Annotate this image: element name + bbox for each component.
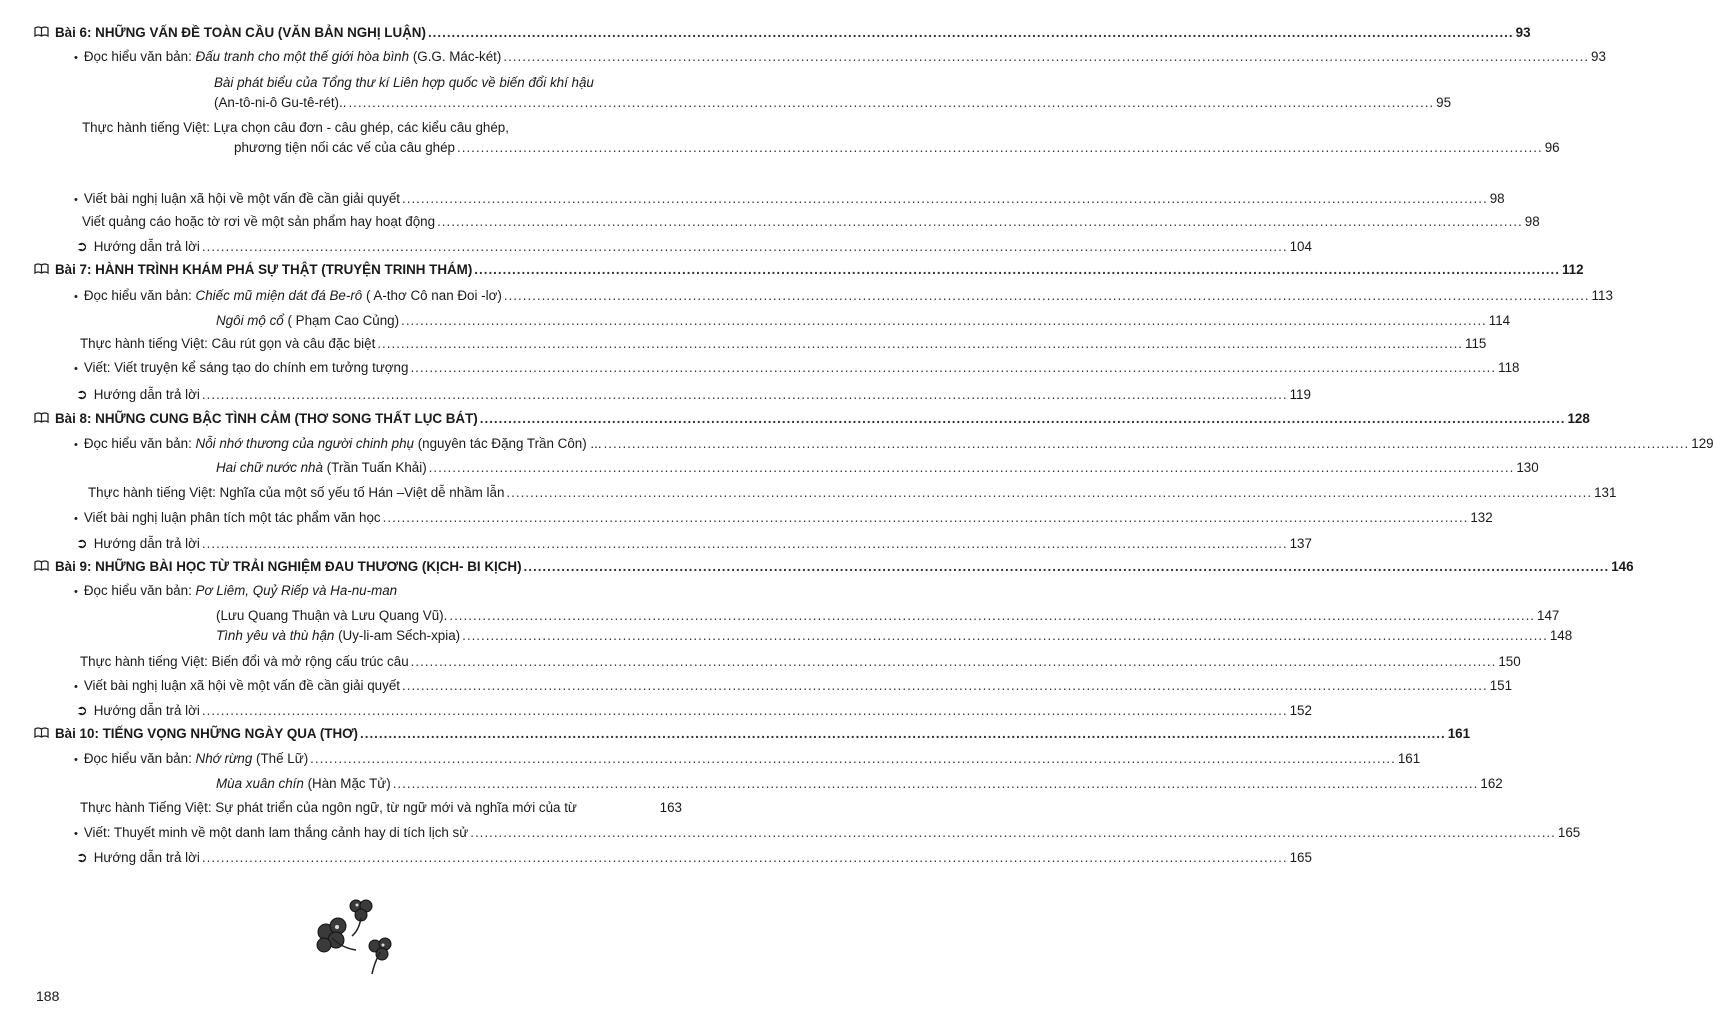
toc-page-number: 162 <box>1480 776 1503 791</box>
toc-entry-title: Hướng dẫn trả lời <box>93 239 200 254</box>
toc-entry-title <box>84 749 308 769</box>
toc-page-number: 152 <box>1289 703 1312 718</box>
author: ( A-thơ Cô nan Đoi -lơ) <box>362 288 502 303</box>
toc-page-number: 165 <box>1289 850 1312 865</box>
toc-page-number: 96 <box>1544 140 1560 155</box>
author: (Trần Tuấn Khải) <box>322 460 427 475</box>
toc-page-number: 137 <box>1289 536 1312 551</box>
toc-entry-title <box>84 286 502 306</box>
toc-entry-title <box>216 774 391 794</box>
entry-prefix: Viết bài nghị luận xã hội về một vấn đề cần giải quyết <box>83 191 400 206</box>
entry-prefix: Đọc hiểu văn bản: <box>83 751 196 766</box>
toc-page-number: 128 <box>1567 411 1590 426</box>
toc-entry <box>76 533 1312 553</box>
toc-entry-title: Hướng dẫn trả lời <box>93 850 200 865</box>
toc-entry-title <box>214 73 594 93</box>
dot-leader <box>437 212 1523 232</box>
toc-entry <box>74 581 682 601</box>
dot-leader <box>360 724 1446 744</box>
dot-leader <box>480 409 1566 429</box>
toc-page-number: 132 <box>1470 510 1493 525</box>
entry-prefix: Viết bài nghị luận phân tích một tác phẩm văn học <box>83 510 381 525</box>
toc-page-number: 131 <box>1594 485 1617 500</box>
toc-entry <box>80 652 1521 672</box>
author: (An-tô-ni-ô Gu-tê-rét).. <box>214 95 347 110</box>
toc-entry <box>80 334 1487 354</box>
toc-entry <box>88 483 1617 503</box>
toc-entry <box>82 118 682 138</box>
toc-entry-title <box>84 676 400 696</box>
toc-page-number: 98 <box>1489 191 1505 206</box>
toc-page-number: 161 <box>1397 751 1421 766</box>
toc-page-number: 114 <box>1488 313 1511 328</box>
dot-leader <box>393 774 1479 794</box>
toc-page-number: 129 <box>1691 436 1714 451</box>
work-title: Bài phát biểu của Tổng thư kí Liên hợp quốc về biến đổi khí hậu <box>214 75 594 90</box>
toc-page-number: 147 <box>1537 608 1560 623</box>
dot-leader <box>402 189 1488 209</box>
book-icon <box>34 560 49 571</box>
arrow-icon: ➲ <box>76 386 88 402</box>
toc-page-number: 148 <box>1549 628 1573 643</box>
bullet-icon: • <box>74 586 78 598</box>
dot-leader <box>410 358 1496 378</box>
toc-entry-title <box>84 189 400 209</box>
dot-leader <box>202 237 1288 257</box>
toc-page-number: 130 <box>1516 460 1539 475</box>
dot-leader <box>503 47 1589 67</box>
work-title: Mùa xuân chín <box>216 776 304 791</box>
toc-page-number: 112 <box>1561 262 1584 277</box>
toc-entry <box>74 508 1493 528</box>
toc-entry <box>74 823 1581 843</box>
toc-page-number: 93 <box>1591 49 1606 64</box>
dot-leader <box>202 701 1288 721</box>
work-title: Pơ Liêm, Quỷ Riếp và Ha-nu-man <box>195 583 398 598</box>
toc-entry-title <box>216 606 447 626</box>
toc-entry <box>34 260 1584 280</box>
toc-page-number: 95 <box>1436 95 1452 110</box>
toc-entry <box>74 749 1421 769</box>
toc-page-number: 161 <box>1447 726 1471 741</box>
toc-entry-title: Thực hành tiếng Việt: Biến đổi và mở rộng cấu trúc câu <box>80 654 409 669</box>
toc-entry <box>216 311 1511 331</box>
author: (Thế Lữ) <box>252 751 309 766</box>
toc-entry <box>74 434 1714 454</box>
work-title: Tình yêu và thù hận <box>216 628 335 643</box>
toc-entry <box>34 724 1471 744</box>
entry-prefix: Viết bài nghị luận xã hội về một vấn đề cần giải quyết <box>83 678 400 693</box>
toc-entry-title: Thực hành tiếng Việt: Câu rút gọn và câu đặc biệt <box>80 336 376 351</box>
toc-entry-title: Bài 6: NHỮNG VẤN ĐỀ TOÀN CẦU (VĂN BẢN NGHỊ LUẬN) <box>55 25 426 40</box>
entry-prefix: Viết: Thuyết minh về một danh lam thắng cảnh hay di tích lịch sử <box>83 825 469 840</box>
dot-leader <box>429 458 1515 478</box>
bullet-icon: • <box>74 513 78 525</box>
dot-leader <box>524 557 1610 577</box>
toc-entry-title <box>84 434 602 454</box>
dot-leader <box>449 606 1535 626</box>
toc-page-number: 146 <box>1611 559 1634 574</box>
toc-entry-title: Thực hành Tiếng Việt: Sự phát triển của ngôn ngữ, từ ngữ mới và nghĩa mới của từ <box>80 800 577 815</box>
toc-page-number: 115 <box>1465 336 1487 351</box>
book-icon <box>34 727 49 738</box>
work-title: Nỗi nhớ thương của người chinh phụ <box>195 436 414 451</box>
toc-entry-title: Hướng dẫn trả lời <box>93 387 200 402</box>
dot-leader <box>428 23 1514 43</box>
toc-entry <box>74 358 1520 378</box>
toc-page-number: 118 <box>1498 360 1520 375</box>
toc-entry-title <box>216 626 460 646</box>
toc-entry <box>234 138 1560 158</box>
dot-leader <box>474 260 1560 280</box>
dot-leader <box>462 626 1548 646</box>
entry-prefix: Đọc hiểu văn bản: <box>83 49 196 64</box>
entry-prefix: Đọc hiểu văn bản: <box>83 583 196 598</box>
toc-entry <box>74 676 1513 696</box>
toc-entry <box>76 384 1311 404</box>
toc-entry <box>214 93 1452 113</box>
dot-leader <box>377 334 1463 354</box>
toc-entry-title: Bài 8: NHỮNG CUNG BẬC TÌNH CẢM (THƠ SONG THẤT LỤC BÁT) <box>55 411 478 426</box>
arrow-icon: ➲ <box>76 238 88 254</box>
author: (nguyên tác Đặng Trần Côn) ... <box>413 436 602 451</box>
toc-entry-title: Bài 10: TIẾNG VỌNG NHỮNG NGÀY QUA (THƠ) <box>55 726 359 741</box>
toc-entry <box>216 626 1573 646</box>
author: (G.G. Mác-két) <box>409 49 502 64</box>
bullet-icon: • <box>74 52 78 64</box>
dot-leader <box>310 749 1396 769</box>
toc-entry <box>80 798 682 818</box>
toc-page-number: 104 <box>1289 239 1312 254</box>
toc-entry <box>216 606 1560 626</box>
bullet-icon: • <box>74 363 78 375</box>
author: (Hàn Mặc Tử) <box>303 776 391 791</box>
toc-page-number: 163 <box>659 800 682 815</box>
toc-page-number: 93 <box>1515 25 1531 40</box>
toc-entry <box>34 409 1590 429</box>
dot-leader <box>383 508 1469 528</box>
toc-entry <box>76 236 1312 256</box>
toc-page-number: 98 <box>1524 214 1540 229</box>
dot-leader <box>457 138 1543 158</box>
bullet-icon: • <box>74 194 78 206</box>
toc-page-number: 113 <box>1591 288 1613 303</box>
toc-entry-title: Thực hành tiếng Việt: Nghĩa của một số yếu tố Hán –Việt dễ nhầm lẫn <box>88 485 505 500</box>
author: (Uy-li-am Sếch-xpia) <box>334 628 461 643</box>
clover-decoration <box>312 892 412 985</box>
book-icon <box>34 26 49 37</box>
toc-entry-title <box>84 508 381 528</box>
dot-leader <box>506 483 1592 503</box>
toc-entry <box>74 47 1606 67</box>
toc-entry-title <box>214 93 346 113</box>
dot-leader <box>401 311 1487 331</box>
dot-leader <box>470 823 1556 843</box>
bullet-icon: • <box>74 291 78 303</box>
dot-leader <box>202 848 1288 868</box>
work-title: Nhớ rừng <box>195 751 253 766</box>
toc-entry-title: Hướng dẫn trả lời <box>93 536 200 551</box>
dot-leader <box>604 434 1690 454</box>
bullet-icon: • <box>74 681 78 693</box>
dot-leader <box>348 93 1434 113</box>
toc-entry <box>34 557 1634 577</box>
bullet-icon: • <box>74 439 78 451</box>
toc-entry <box>82 212 1540 232</box>
dot-leader <box>202 534 1288 554</box>
book-icon <box>34 263 49 274</box>
toc-page-number: 165 <box>1557 825 1581 840</box>
page-number: 188 <box>36 988 60 1004</box>
toc-entry-title: Viết quảng cáo hoặc tờ rơi về một sản phẩm hay hoạt động <box>82 214 436 229</box>
entry-prefix: Đọc hiểu văn bản: <box>83 436 196 451</box>
toc-page-number: 119 <box>1289 387 1311 402</box>
toc-page-number: 151 <box>1489 678 1513 693</box>
work-title: Đấu tranh cho một thế giới hòa bình <box>195 49 410 64</box>
work-title: Hai chữ nước nhà <box>216 460 323 475</box>
toc-entry-title <box>84 823 468 843</box>
dot-leader <box>411 652 1497 672</box>
book-icon <box>34 412 49 423</box>
dot-leader <box>402 676 1488 696</box>
toc-entry-title <box>216 458 427 478</box>
toc-entry <box>214 73 682 93</box>
toc-entry-title: Bài 7: HÀNH TRÌNH KHÁM PHÁ SỰ THẬT (TRUYỆN TRINH THÁM) <box>55 262 473 277</box>
toc-entry-title <box>84 47 502 67</box>
toc-page-number: 150 <box>1498 654 1521 669</box>
toc-entry <box>34 23 1531 43</box>
toc-entry <box>216 458 1539 478</box>
toc-entry <box>76 847 1312 867</box>
author: (Lưu Quang Thuận và Lưu Quang Vũ). <box>216 608 448 623</box>
dot-leader <box>202 385 1288 405</box>
toc-entry <box>74 286 1613 306</box>
author: ( Phạm Cao Củng) <box>283 313 400 328</box>
dot-leader <box>504 286 1590 306</box>
toc-entry <box>74 189 1505 209</box>
toc-entry <box>216 774 1503 794</box>
toc-entry-title <box>216 311 399 331</box>
toc-entry-title: Bài 9: NHỮNG BÀI HỌC TỪ TRẢI NGHIỆM ĐAU THƯƠNG (KỊCH- BI KỊCH) <box>55 559 522 574</box>
bullet-icon: • <box>74 828 78 840</box>
work-title: Chiếc mũ miện dát đá Be-rô <box>195 288 363 303</box>
entry-prefix: Viết: Viết truyện kể sáng tạo do chính em tưởng tượng <box>83 360 409 375</box>
entry-prefix: Đọc hiểu văn bản: <box>83 288 196 303</box>
toc-entry-title <box>84 358 409 378</box>
work-title: Ngôi mộ cổ <box>216 313 284 328</box>
bullet-icon: • <box>74 754 78 766</box>
toc-entry <box>76 700 1312 720</box>
toc-entry-title: phương tiện nối các vế của câu ghép <box>234 140 455 155</box>
arrow-icon: ➲ <box>76 702 88 718</box>
toc-entry-title: Hướng dẫn trả lời <box>93 703 200 718</box>
toc-entry-title <box>84 581 397 601</box>
arrow-icon: ➲ <box>76 535 88 551</box>
toc-entry-title: Thực hành tiếng Việt: Lựa chọn câu đơn - câu ghép, các kiểu câu ghép, <box>82 120 509 135</box>
arrow-icon: ➲ <box>76 849 88 865</box>
